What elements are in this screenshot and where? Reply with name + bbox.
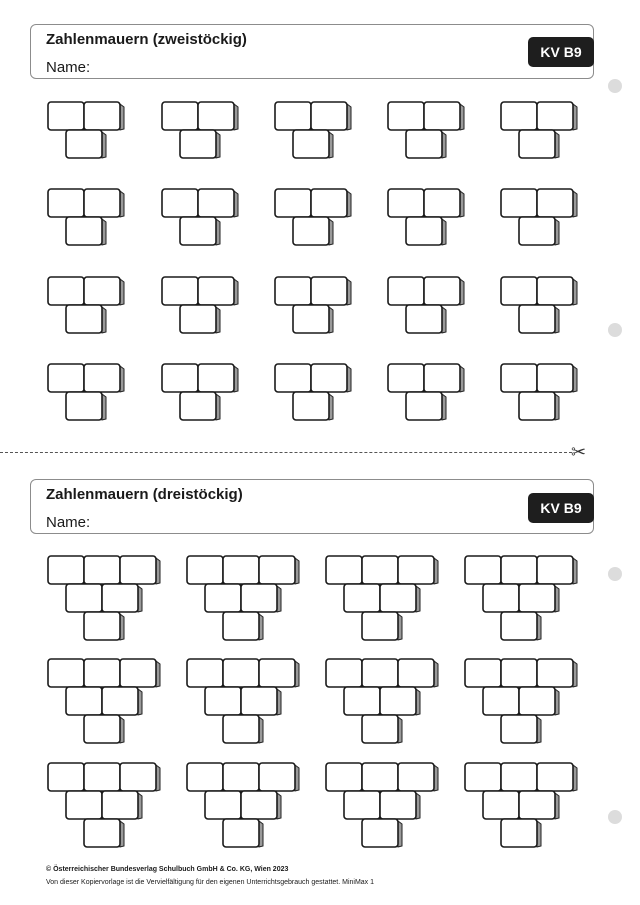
wall-brick[interactable] bbox=[465, 659, 505, 687]
wall-brick[interactable] bbox=[519, 392, 559, 420]
number-wall bbox=[500, 363, 578, 421]
wall-brick[interactable] bbox=[424, 277, 464, 305]
wall-brick[interactable] bbox=[84, 659, 124, 687]
wall-brick[interactable] bbox=[519, 584, 559, 612]
wall-brick[interactable] bbox=[483, 791, 523, 819]
wall-brick[interactable] bbox=[102, 791, 142, 819]
worksheet-title: Zahlenmauern (dreistöckig) bbox=[46, 486, 243, 503]
wall-brick[interactable] bbox=[424, 364, 464, 392]
wall-brick[interactable] bbox=[66, 584, 106, 612]
number-wall bbox=[325, 762, 439, 848]
wall-brick[interactable] bbox=[66, 130, 106, 158]
wall-brick[interactable] bbox=[293, 217, 333, 245]
wall-brick[interactable] bbox=[187, 763, 227, 791]
wall-brick[interactable] bbox=[465, 763, 505, 791]
wall-brick[interactable] bbox=[424, 189, 464, 217]
wall-brick[interactable] bbox=[162, 189, 202, 217]
wall-brick[interactable] bbox=[398, 763, 438, 791]
number-wall bbox=[161, 188, 239, 246]
cut-line bbox=[0, 452, 572, 453]
scissors-icon: ✂ bbox=[571, 442, 587, 462]
wall-brick[interactable] bbox=[388, 277, 428, 305]
wall-brick[interactable] bbox=[501, 277, 541, 305]
wall-brick[interactable] bbox=[362, 763, 402, 791]
number-wall bbox=[325, 658, 439, 744]
wall-brick[interactable] bbox=[259, 659, 299, 687]
wall-brick[interactable] bbox=[84, 364, 124, 392]
number-wall bbox=[47, 101, 125, 159]
wall-brick[interactable] bbox=[198, 102, 238, 130]
worksheet-header-2 bbox=[30, 479, 594, 534]
number-wall bbox=[186, 658, 300, 744]
wall-brick[interactable] bbox=[406, 217, 446, 245]
wall-brick[interactable] bbox=[311, 189, 351, 217]
wall-brick[interactable] bbox=[501, 189, 541, 217]
wall-brick[interactable] bbox=[537, 102, 577, 130]
wall-brick[interactable] bbox=[483, 584, 523, 612]
wall-brick[interactable] bbox=[519, 217, 559, 245]
wall-brick[interactable] bbox=[180, 130, 220, 158]
wall-brick[interactable] bbox=[66, 392, 106, 420]
number-wall bbox=[500, 276, 578, 334]
wall-brick[interactable] bbox=[275, 364, 315, 392]
wall-brick[interactable] bbox=[501, 715, 541, 743]
wall-brick[interactable] bbox=[241, 791, 281, 819]
wall-brick[interactable] bbox=[102, 584, 142, 612]
number-wall bbox=[186, 555, 300, 641]
wall-brick[interactable] bbox=[388, 102, 428, 130]
wall-brick[interactable] bbox=[259, 556, 299, 584]
wall-brick[interactable] bbox=[465, 556, 505, 584]
wall-brick[interactable] bbox=[66, 217, 106, 245]
wall-brick[interactable] bbox=[501, 102, 541, 130]
wall-brick[interactable] bbox=[120, 763, 160, 791]
punch-hole-1 bbox=[608, 79, 622, 93]
wall-brick[interactable] bbox=[48, 102, 88, 130]
wall-brick[interactable] bbox=[326, 659, 366, 687]
wall-brick[interactable] bbox=[362, 556, 402, 584]
number-wall bbox=[274, 276, 352, 334]
wall-brick[interactable] bbox=[84, 277, 124, 305]
number-wall bbox=[274, 188, 352, 246]
wall-brick[interactable] bbox=[162, 364, 202, 392]
wall-brick[interactable] bbox=[48, 763, 88, 791]
number-wall bbox=[387, 276, 465, 334]
kv-badge: KV B9 bbox=[528, 37, 594, 67]
wall-brick[interactable] bbox=[223, 715, 263, 743]
wall-brick[interactable] bbox=[519, 305, 559, 333]
number-wall bbox=[387, 188, 465, 246]
wall-brick[interactable] bbox=[275, 102, 315, 130]
wall-brick[interactable] bbox=[380, 687, 420, 715]
wall-brick[interactable] bbox=[259, 763, 299, 791]
wall-brick[interactable] bbox=[84, 556, 124, 584]
wall-brick[interactable] bbox=[84, 612, 124, 640]
wall-brick[interactable] bbox=[241, 584, 281, 612]
wall-brick[interactable] bbox=[311, 102, 351, 130]
number-wall bbox=[47, 363, 125, 421]
wall-brick[interactable] bbox=[48, 277, 88, 305]
wall-brick[interactable] bbox=[48, 364, 88, 392]
wall-brick[interactable] bbox=[501, 612, 541, 640]
wall-brick[interactable] bbox=[48, 189, 88, 217]
worksheet-header-1 bbox=[30, 24, 594, 79]
name-field-label: Name: bbox=[46, 514, 91, 531]
wall-brick[interactable] bbox=[501, 659, 541, 687]
number-wall bbox=[500, 101, 578, 159]
wall-brick[interactable] bbox=[483, 687, 523, 715]
footer-note: Von dieser Kopiervorlage ist die Vervielfältigung für den eigenen Unterrichtsgebrauch gestattet. MiniMax 1 bbox=[46, 879, 375, 886]
number-wall bbox=[47, 188, 125, 246]
wall-brick[interactable] bbox=[398, 659, 438, 687]
number-wall bbox=[47, 276, 125, 334]
wall-brick[interactable] bbox=[162, 277, 202, 305]
number-wall bbox=[47, 762, 161, 848]
worksheet-title: Zahlenmauern (zweistöckig) bbox=[46, 31, 247, 48]
wall-brick[interactable] bbox=[198, 277, 238, 305]
wall-brick[interactable] bbox=[388, 364, 428, 392]
wall-brick[interactable] bbox=[362, 819, 402, 847]
number-wall bbox=[464, 762, 578, 848]
number-wall bbox=[500, 188, 578, 246]
number-wall bbox=[274, 363, 352, 421]
wall-brick[interactable] bbox=[275, 189, 315, 217]
wall-brick[interactable] bbox=[311, 277, 351, 305]
number-wall bbox=[325, 555, 439, 641]
footer-copyright: © Österreichischer Bundesverlag Schulbuch GmbH & Co. KG, Wien 2023 bbox=[46, 866, 289, 873]
wall-brick[interactable] bbox=[198, 189, 238, 217]
wall-brick[interactable] bbox=[66, 791, 106, 819]
wall-brick[interactable] bbox=[537, 277, 577, 305]
wall-brick[interactable] bbox=[84, 819, 124, 847]
punch-hole-3 bbox=[608, 567, 622, 581]
number-wall bbox=[161, 363, 239, 421]
wall-brick[interactable] bbox=[120, 659, 160, 687]
wall-brick[interactable] bbox=[344, 687, 384, 715]
wall-brick[interactable] bbox=[537, 763, 577, 791]
number-wall bbox=[47, 658, 161, 744]
wall-brick[interactable] bbox=[537, 556, 577, 584]
wall-brick[interactable] bbox=[362, 659, 402, 687]
number-wall bbox=[161, 101, 239, 159]
number-wall bbox=[47, 555, 161, 641]
wall-brick[interactable] bbox=[519, 687, 559, 715]
wall-brick[interactable] bbox=[162, 102, 202, 130]
wall-brick[interactable] bbox=[293, 130, 333, 158]
wall-brick[interactable] bbox=[180, 392, 220, 420]
wall-brick[interactable] bbox=[66, 687, 106, 715]
wall-brick[interactable] bbox=[519, 791, 559, 819]
wall-brick[interactable] bbox=[537, 659, 577, 687]
wall-brick[interactable] bbox=[293, 392, 333, 420]
wall-brick[interactable] bbox=[205, 687, 245, 715]
wall-brick[interactable] bbox=[406, 130, 446, 158]
punch-hole-2 bbox=[608, 323, 622, 337]
number-wall bbox=[464, 555, 578, 641]
wall-brick[interactable] bbox=[223, 763, 263, 791]
wall-brick[interactable] bbox=[223, 612, 263, 640]
number-wall bbox=[387, 101, 465, 159]
number-wall bbox=[464, 658, 578, 744]
name-field-label: Name: bbox=[46, 59, 91, 76]
wall-brick[interactable] bbox=[519, 130, 559, 158]
wall-brick[interactable] bbox=[406, 392, 446, 420]
number-wall bbox=[161, 276, 239, 334]
wall-brick[interactable] bbox=[48, 659, 88, 687]
wall-brick[interactable] bbox=[501, 556, 541, 584]
wall-brick[interactable] bbox=[120, 556, 160, 584]
punch-hole-4 bbox=[608, 810, 622, 824]
wall-brick[interactable] bbox=[241, 687, 281, 715]
wall-brick[interactable] bbox=[198, 364, 238, 392]
wall-brick[interactable] bbox=[102, 687, 142, 715]
wall-brick[interactable] bbox=[223, 659, 263, 687]
wall-brick[interactable] bbox=[66, 305, 106, 333]
wall-brick[interactable] bbox=[326, 763, 366, 791]
wall-brick[interactable] bbox=[362, 612, 402, 640]
wall-brick[interactable] bbox=[362, 715, 402, 743]
wall-brick[interactable] bbox=[380, 584, 420, 612]
wall-brick[interactable] bbox=[223, 819, 263, 847]
wall-brick[interactable] bbox=[48, 556, 88, 584]
wall-brick[interactable] bbox=[501, 364, 541, 392]
number-wall bbox=[186, 762, 300, 848]
wall-brick[interactable] bbox=[406, 305, 446, 333]
wall-brick[interactable] bbox=[84, 189, 124, 217]
wall-brick[interactable] bbox=[326, 556, 366, 584]
wall-brick[interactable] bbox=[180, 305, 220, 333]
wall-brick[interactable] bbox=[223, 556, 263, 584]
wall-brick[interactable] bbox=[187, 659, 227, 687]
wall-brick[interactable] bbox=[537, 364, 577, 392]
wall-brick[interactable] bbox=[187, 556, 227, 584]
wall-brick[interactable] bbox=[311, 364, 351, 392]
wall-brick[interactable] bbox=[84, 102, 124, 130]
wall-brick[interactable] bbox=[380, 791, 420, 819]
wall-brick[interactable] bbox=[501, 763, 541, 791]
wall-brick[interactable] bbox=[501, 819, 541, 847]
wall-brick[interactable] bbox=[293, 305, 333, 333]
wall-brick[interactable] bbox=[205, 791, 245, 819]
wall-brick[interactable] bbox=[344, 584, 384, 612]
wall-brick[interactable] bbox=[84, 763, 124, 791]
number-wall bbox=[387, 363, 465, 421]
number-wall bbox=[274, 101, 352, 159]
wall-brick[interactable] bbox=[84, 715, 124, 743]
wall-brick[interactable] bbox=[424, 102, 464, 130]
wall-brick[interactable] bbox=[388, 189, 428, 217]
wall-brick[interactable] bbox=[398, 556, 438, 584]
kv-badge: KV B9 bbox=[528, 493, 594, 523]
wall-brick[interactable] bbox=[275, 277, 315, 305]
wall-brick[interactable] bbox=[537, 189, 577, 217]
wall-brick[interactable] bbox=[205, 584, 245, 612]
wall-brick[interactable] bbox=[344, 791, 384, 819]
wall-brick[interactable] bbox=[180, 217, 220, 245]
